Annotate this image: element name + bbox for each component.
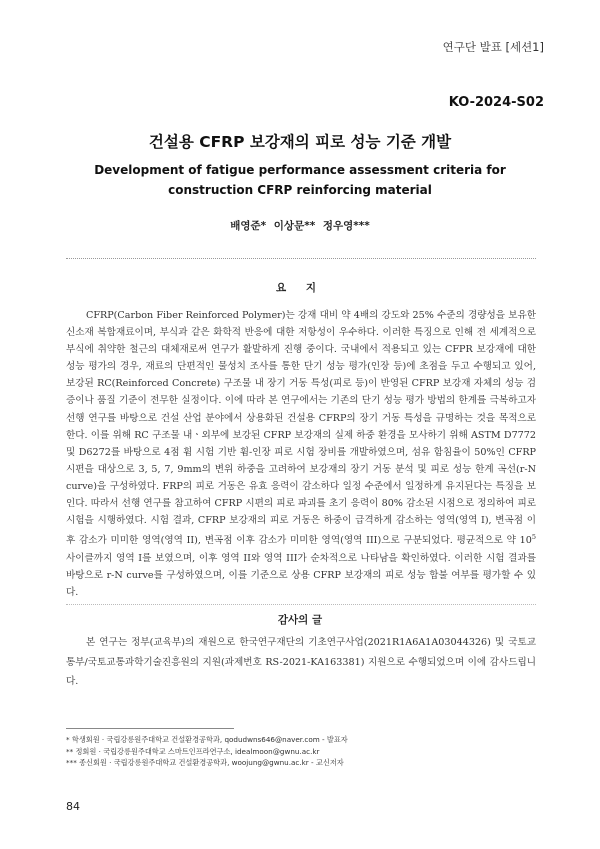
authors: 배영준* 이상문** 정우영*** [230,220,370,232]
acknowledgement-heading: 감사의 글 [277,614,323,626]
footnote-rule [66,728,234,729]
abstract-exponent: 5 [531,533,536,542]
ack-divider [66,604,536,605]
abstract-heading: 요 지 [276,282,324,294]
paper-code: KO-2024-S02 [448,95,544,110]
title-english-line2: construction CFRP reinforcing material [168,183,432,197]
footnote-1: * 학생회원 · 국립강릉원주대학교 건설환경공학과, qodudwns646@naver.com - 발표자 [66,735,348,744]
session-label: 연구단 발표 [세션1] [442,40,544,54]
footnote-2: ** 정회원 · 국립강릉원주대학교 스마트인프라연구소, idealmoon@gwnu.ac.kr [66,746,320,756]
title-english-line1: Development of fatigue performance assessment criteria for [94,163,506,177]
abstract-text: CFRP(Carbon Fiber Reinforced Polymer)는 강재 대비 약 4배의 강도와 25% 수준의 경량성을 보유한 신소재 복합재료이며, 부식과 같은 화학적 반응에 대한 저항성이 우수하다. 이러한 특징으로 인해 전 세계적으로 부식에 취약한 철근의 대체재로써 연구가 활발하게 진행 중이다. 국내에서 적용되고 있는 CFPR 보강재에 대한 성능 평가의 경우, 재료의 단편적인 물성치 조사를 통한 단기 성능 평가(인장 등)에 초점을 두고 수행되고 있어, 보강된 RC(Reinforced Concrete) 구조물 내 장기 거동 특성(피로 등)이 반영된 CFRP 보강재 자체의 성능 검증이나 품질 기준이 전무한 실정이다. 이에 따라 본 연구에서는 기존의 단기 성능 평가 방법의 한계를 극복하고자 선행 연구를 바탕으로 건설 산업 분야에서 상용화된 건설용 CFRP의 장기 거동 특성을 규명하는 것을 목적으로 한다. 이를 위해 RC 구조물 내ㆍ외부에 보강된 CFRP 보강재의 실제 하중 환경을 모사하기 위해 ASTM D7772 및 D6272를 바탕으로 4점 휨 시험 기반 휨-인장 피로 시험 장비를 개발하였으며, 섬유 함침율이 50%인 CFRP 시편을 대상으로 3, 5, 7, 9mm의 변위 하중을 고려하여 보강재의 장기 거동 분석 및 피로 성능 한계 곡선(r-N curve)을 구성하였다. FRP의 피로 거동은 유효 응력이 감소하다 일정 수준에서 일정하게 유지된다는 특징을 보인다. 따라서 선행 연구를 참고하여 CFRP 시편의 피로 파괴를 초기 응력이 80% 감소된 시점으로 정의하여 피로 시험을 시행하였다. 시험 결과, CFRP 보강재의 피로 거동은 하중이 급격하게 감소하는 영역(영역 I), 변곡점 이후 감소가 미미한 영역(영역 II), 변곡점 이후 감소가 미미한 영역(영역 III)으로 구분되었다. 평균적으로 약 10 [66,310,536,547]
footnote-3: *** 종신회원 · 국립강릉원주대학교 건설환경공학과, woojung@gwnu.ac.kr - 교신저자 [66,758,344,767]
title-korean: 건설용 CFRP 보강재의 피로 성능 기준 개발 [148,133,452,151]
title-english [0,160,600,200]
divider [66,258,536,259]
abstract-body [66,307,536,601]
acknowledgement-body: 본 연구는 정부(교육부)의 재원으로 한국연구재단의 기초연구사업(2021R1A6A1A03044326) 및 국토교통부/국토교통과학기술진흥원의 지원(과제번호 RS-2021-KA163381) 지원으로 수행되었으며 이에 감사드립니다. [66,637,536,687]
footnotes [66,734,546,769]
page-number: 84 [66,800,80,813]
abstract-text-tail: 사이클까지 영역 I를 보였으며, 이후 영역 II와 영역 III가 순차적으로 나타남을 확인하였다. 이러한 시험 결과를 바탕으로 r-N curve를 구성하였으며, 이를 기준으로 상용 CFRP 보강재의 피로 성능 합불 여부를 평가할 수 있다. [66,552,536,598]
